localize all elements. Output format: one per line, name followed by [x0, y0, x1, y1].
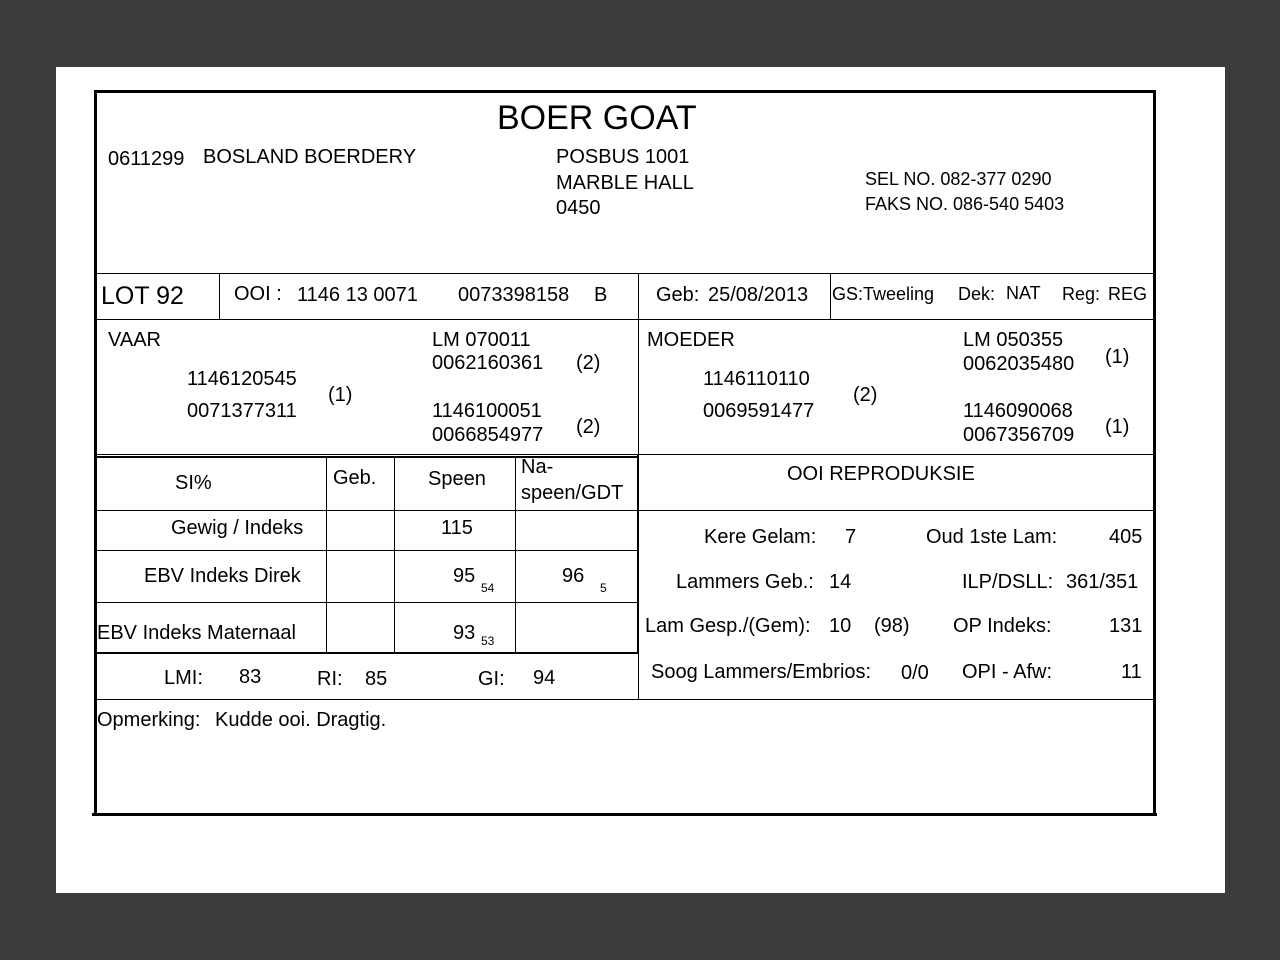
divider: [515, 458, 516, 652]
document-title: BOER GOAT: [497, 99, 697, 137]
geb-date: 25/08/2013: [708, 284, 809, 306]
row-direk-speen: 95: [453, 565, 476, 587]
gesp-gem: (98): [874, 615, 910, 637]
moeder-mark: (2): [853, 384, 878, 406]
row-direk-naspeen-sub: 5: [600, 581, 607, 595]
moeder-dam-id2: 0067356709: [963, 424, 1075, 446]
address-line2: MARBLE HALL: [556, 172, 694, 194]
frame-left: [94, 90, 97, 816]
ooi-grade: B: [594, 284, 608, 306]
gi-label: GI:: [478, 668, 505, 690]
reg-label: Reg:: [1062, 284, 1101, 304]
address-line3: 0450: [556, 197, 601, 219]
naspeen-header-line2: speen/GDT: [521, 482, 624, 504]
opmerking-label: Opmerking:: [97, 709, 201, 731]
opi-label: OPI - Afw:: [962, 661, 1053, 683]
lmi-label: LMI:: [164, 667, 203, 689]
vaar-dam-id2: 0066854977: [432, 424, 544, 446]
vaar-sire-mark: (2): [576, 352, 601, 374]
gesp-value: 10: [829, 615, 852, 637]
divider: [96, 456, 638, 458]
oud-label: Oud 1ste Lam:: [926, 526, 1058, 548]
row-gewig-speen: 115: [441, 517, 473, 539]
ilp-value: 361/351: [1066, 571, 1139, 593]
ooi-number: 1146 13 0071: [297, 284, 418, 306]
document-page: [56, 67, 1225, 893]
divider: [219, 273, 220, 319]
divider: [96, 652, 638, 654]
divider: [394, 458, 395, 652]
moeder-sire-mark: (1): [1105, 346, 1130, 368]
geb-header: Geb.: [333, 467, 377, 489]
vaar-mark: (1): [328, 384, 353, 406]
vaar-dam-id1: 1146100051: [432, 400, 542, 422]
moeder-id1: 1146110110: [703, 368, 810, 390]
moeder-id2: 0069591477: [703, 400, 815, 422]
row-label-ebv-direk: EBV Indeks Direk: [144, 565, 301, 587]
ooi-label: OOI :: [234, 283, 282, 305]
row-maternaal-speen-sub: 53: [481, 634, 495, 648]
address-line1: POSBUS 1001: [556, 146, 690, 168]
oud-value: 405: [1109, 526, 1143, 548]
divider: [637, 454, 639, 654]
moeder-sire-id: 0062035480: [963, 353, 1075, 375]
gesp-label: Lam Gesp./(Gem):: [645, 615, 811, 637]
row-maternaal-speen: 93: [453, 622, 476, 644]
divider: [96, 602, 638, 603]
vaar-sire-lm: LM 070011: [432, 329, 531, 351]
vaar-label: VAAR: [108, 329, 161, 351]
lammers-value: 14: [829, 571, 852, 593]
divider: [638, 654, 639, 699]
divider: [96, 454, 1154, 455]
divider: [830, 273, 831, 319]
row-label-ebv-maternaal: EBV Indeks Maternaal: [97, 622, 296, 644]
gi-value: 94: [533, 667, 556, 689]
faks-number: FAKS NO. 086-540 5403: [865, 194, 1065, 214]
owner-name: BOSLAND BOERDERY: [203, 146, 417, 168]
reproduksie-title: OOI REPRODUKSIE: [787, 463, 975, 485]
moeder-sire-lm: LM 050355: [963, 329, 1064, 351]
speen-header: Speen: [428, 468, 486, 490]
soog-value: 0/0: [901, 662, 929, 684]
ri-value: 85: [365, 668, 388, 690]
geb-label: Geb:: [656, 284, 700, 306]
naspeen-header-line1: Na-: [521, 456, 554, 478]
ooi-id: 0073398158: [458, 284, 570, 306]
reg-value: REG: [1108, 284, 1148, 304]
kere-value: 7: [845, 526, 857, 548]
divider: [638, 273, 639, 454]
lot-label: LOT 92: [101, 282, 184, 310]
frame-top: [94, 90, 1156, 93]
frame-right: [1153, 90, 1156, 816]
frame-bottom: [92, 813, 1157, 816]
divider: [96, 510, 1154, 511]
row-direk-naspeen: 96: [562, 565, 585, 587]
gs-value: Tweeling: [863, 284, 935, 304]
divider: [96, 550, 638, 551]
op-label: OP Indeks:: [953, 615, 1052, 637]
vaar-id1: 1146120545: [187, 368, 297, 390]
dek-value: NAT: [1006, 283, 1041, 303]
owner-number: 0611299: [108, 148, 185, 170]
moeder-label: MOEDER: [647, 329, 735, 351]
row-label-gewig: Gewig / Indeks: [171, 517, 304, 539]
row-direk-speen-sub: 54: [481, 581, 495, 595]
vaar-sire-id: 0062160361: [432, 352, 544, 374]
sel-number: SEL NO. 082-377 0290: [865, 169, 1052, 189]
gs-label: GS:: [832, 284, 864, 304]
opmerking-value: Kudde ooi. Dragtig.: [215, 709, 387, 731]
vaar-dam-mark: (2): [576, 416, 601, 438]
moeder-dam-id1: 1146090068: [963, 400, 1073, 422]
divider: [96, 273, 1154, 274]
vaar-id2: 0071377311: [187, 400, 297, 422]
kere-label: Kere Gelam:: [704, 526, 817, 548]
divider: [96, 699, 1154, 700]
divider: [96, 319, 1154, 320]
dek-label: Dek:: [958, 284, 996, 304]
si-header: SI%: [175, 472, 212, 494]
ilp-label: ILP/DSLL:: [962, 571, 1054, 593]
op-value: 131: [1109, 615, 1143, 637]
lmi-value: 83: [239, 666, 262, 688]
opi-value: 11: [1121, 661, 1142, 683]
divider: [326, 458, 327, 652]
ri-label: RI:: [317, 668, 343, 690]
soog-label: Soog Lammers/Embrios:: [651, 661, 872, 683]
lammers-label: Lammers Geb.:: [676, 571, 814, 593]
moeder-dam-mark: (1): [1105, 416, 1130, 438]
